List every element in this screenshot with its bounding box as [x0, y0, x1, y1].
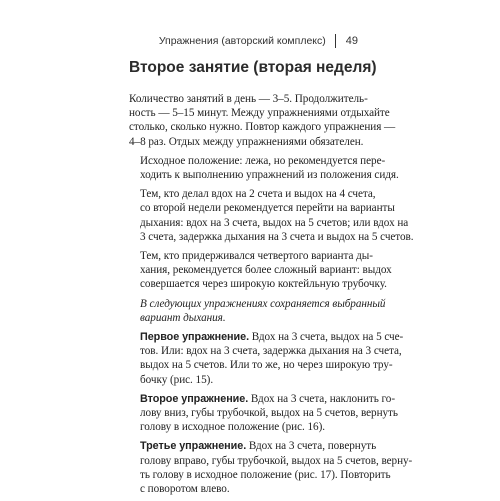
text-line: голову в исходное положение (рис. 16).	[140, 421, 326, 434]
text-line: со второй недели рекомендуется перейти на варианты	[140, 202, 395, 215]
text-fragment: Вдох на 3 счета, выдох на 5 сче-	[249, 331, 404, 344]
text-fragment: Вдох на 3 счета, повернуть	[246, 440, 377, 453]
text-line: 3 счета, задержка дыхания на 3 счета и выдох на 5 счетов.	[140, 230, 414, 243]
paragraph-exercise-3	[129, 439, 413, 496]
page-number: 49	[345, 35, 358, 47]
text-line: с поворотом влево.	[140, 483, 230, 496]
running-header	[159, 34, 358, 48]
paragraph-exercise-2	[129, 392, 398, 435]
page-content	[129, 58, 414, 501]
text-line: Исходное положение: лежа, но рекомендуется пере-	[140, 154, 386, 167]
text-line: столько, сколько нужно. Повтор каждого упражнения —	[129, 121, 396, 134]
header-divider	[335, 34, 336, 48]
text-line: тов. Или: вдох на 3 счета, задержка дыхания на 3 счета,	[140, 345, 402, 358]
text-line	[129, 330, 404, 344]
text-line: выдох на 5 счетов. Или то же, но через широкую тру-	[140, 359, 393, 372]
text-line: совершается через широкую коктейльную трубочку.	[140, 278, 387, 291]
text-line: лову вниз, губы трубочкой, выдох на 5 счетов, вернуть	[140, 407, 398, 420]
text-line: Тем, кто делал вдох на 2 счета и выдох на 4 счета,	[140, 188, 376, 201]
text-line: 4–8 раз. Отдых между упражнениями обязателен.	[129, 135, 364, 148]
text-line: дыхания: вдох на 3 счета, выдох на 5 счетов; или вдох на	[140, 216, 409, 229]
paragraph-advanced-variant	[129, 249, 392, 292]
text-line: хания, рекомендуется более сложный вариант: выдох	[140, 264, 392, 277]
paragraph-exercise-1	[129, 330, 404, 387]
text-line: вариант дыхания.	[140, 311, 226, 324]
exercise-2-heading: Второе упражнение.	[140, 392, 249, 405]
running-title: Упражнения (авторский комплекс)	[158, 35, 326, 47]
paragraph-breathing-variants	[129, 187, 414, 244]
paragraph-starting-position	[129, 154, 399, 182]
text-line: голову вправо, губы трубочкой, выдох на 5 счетов, верну-	[140, 454, 413, 467]
text-fragment: Вдох на 3 счета, наклонить го-	[248, 392, 396, 405]
text-line: ходить к выполнению упражнений из положения сидя.	[140, 169, 399, 182]
exercise-3-heading: Третье упражнение.	[140, 440, 247, 453]
text-line	[129, 439, 377, 453]
section-title: Второе занятие (вторая неделя)	[129, 59, 377, 76]
paragraph-session-frequency	[129, 92, 396, 149]
text-line: ность — 5–15 минут. Между упражнениями отдыхайте	[129, 107, 390, 120]
paragraph-italic-note	[129, 297, 386, 325]
exercise-1-heading: Первое упражнение.	[140, 331, 250, 344]
text-line: Тем, кто придерживался четвертого варианта ды-	[140, 250, 373, 263]
text-line: ть голову в исходное положение (рис. 17). Повторить	[140, 468, 391, 481]
text-line	[129, 392, 396, 406]
text-line: Количество занятий в день — 3–5. Продолжитель-	[129, 93, 368, 105]
text-line: бочку (рис. 15).	[140, 373, 214, 386]
text-line: В следующих упражнениях сохраняется выбранный	[140, 297, 386, 310]
